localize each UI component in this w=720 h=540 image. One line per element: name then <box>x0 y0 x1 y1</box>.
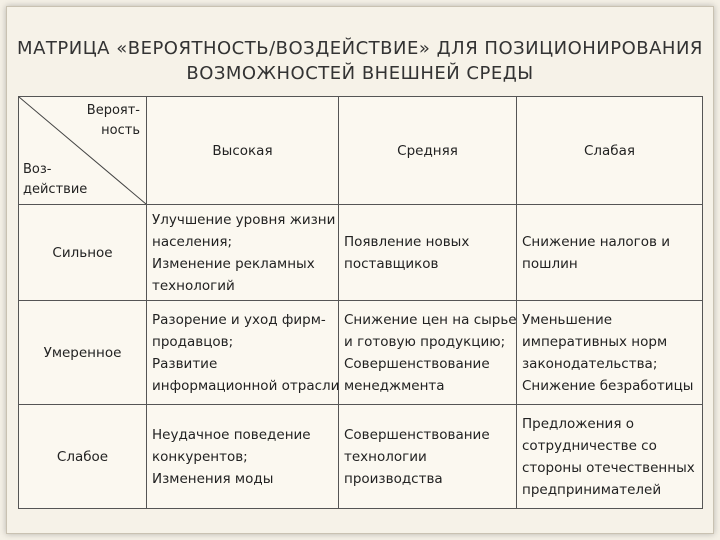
cell-line: Совершенствование <box>344 355 490 372</box>
cell-line: продавцов; <box>152 333 234 350</box>
column-header-medium: Средняя <box>339 97 517 205</box>
corner-cell <box>19 97 147 205</box>
cell-line: законодательства; <box>522 355 658 372</box>
cell-line: стороны отечественных <box>522 459 695 476</box>
cell-line: императивных норм <box>522 333 668 350</box>
cell-line: конкурентов; <box>152 448 248 465</box>
matrix-cell <box>147 205 339 301</box>
corner-impact-label <box>23 160 87 200</box>
cell-line: технологий <box>152 277 235 294</box>
cell-line: Появление новых <box>344 233 470 250</box>
header-row <box>19 97 703 205</box>
cell-line: предпринимателей <box>522 481 662 498</box>
corner-top-line: ность <box>101 123 140 138</box>
cell-line: населения; <box>152 233 233 250</box>
probability-impact-matrix <box>18 96 703 509</box>
cell-line: информационной отрасли <box>152 377 340 394</box>
column-header-high: Высокая <box>147 97 339 205</box>
row-label-strong: Сильное <box>19 205 147 301</box>
cell-line: поставщиков <box>344 255 439 272</box>
matrix-cell <box>517 405 703 509</box>
cell-line: пошлин <box>522 255 578 272</box>
cell-line: Снижение цен на сырье <box>344 311 517 328</box>
column-header-low: Слабая <box>517 97 703 205</box>
corner-top-line: Вероят- <box>86 103 140 118</box>
cell-line: и готовую продукцию; <box>344 333 506 350</box>
cell-line: Разорение и уход фирм- <box>152 311 326 328</box>
cell-line: производства <box>344 470 443 487</box>
cell-line: Улучшение уровня жизни <box>152 211 336 228</box>
cell-line: Совершенствование <box>344 426 490 443</box>
cell-line: менеджмента <box>344 377 445 394</box>
matrix-cell <box>339 405 517 509</box>
table-row <box>19 301 703 405</box>
cell-line: Снижение безработицы <box>522 377 694 394</box>
table-row <box>19 205 703 301</box>
cell-line: Изменения моды <box>152 470 274 487</box>
matrix-cell <box>339 301 517 405</box>
cell-line: Неудачное поведение <box>152 426 311 443</box>
row-label-weak: Слабое <box>19 405 147 509</box>
cell-line: сотрудничестве со <box>522 437 657 454</box>
cell-line: Развитие <box>152 355 218 372</box>
corner-probability-label <box>87 101 140 141</box>
matrix-cell <box>147 301 339 405</box>
cell-line: Уменьшение <box>522 311 613 328</box>
cell-line: Предложения о <box>522 415 634 432</box>
cell-line: технологии <box>344 448 427 465</box>
slide-title <box>0 36 720 86</box>
corner-bottom-line: действие <box>23 182 88 197</box>
title-line-1: МАТРИЦА «ВЕРОЯТНОСТЬ/ВОЗДЕЙСТВИЕ» ДЛЯ ПОЗИЦИОНИРОВАНИЯ <box>17 38 703 59</box>
row-label-moderate: Умеренное <box>19 301 147 405</box>
matrix-cell <box>517 205 703 301</box>
matrix-cell <box>147 405 339 509</box>
cell-line: Снижение налогов и <box>522 233 671 250</box>
title-line-2: ВОЗМОЖНОСТЕЙ ВНЕШНЕЙ СРЕДЫ <box>186 63 534 84</box>
cell-line: Изменение рекламных <box>152 255 315 272</box>
matrix-cell <box>339 205 517 301</box>
table-row <box>19 405 703 509</box>
corner-bottom-line: Воз- <box>23 162 52 177</box>
matrix-cell <box>517 301 703 405</box>
